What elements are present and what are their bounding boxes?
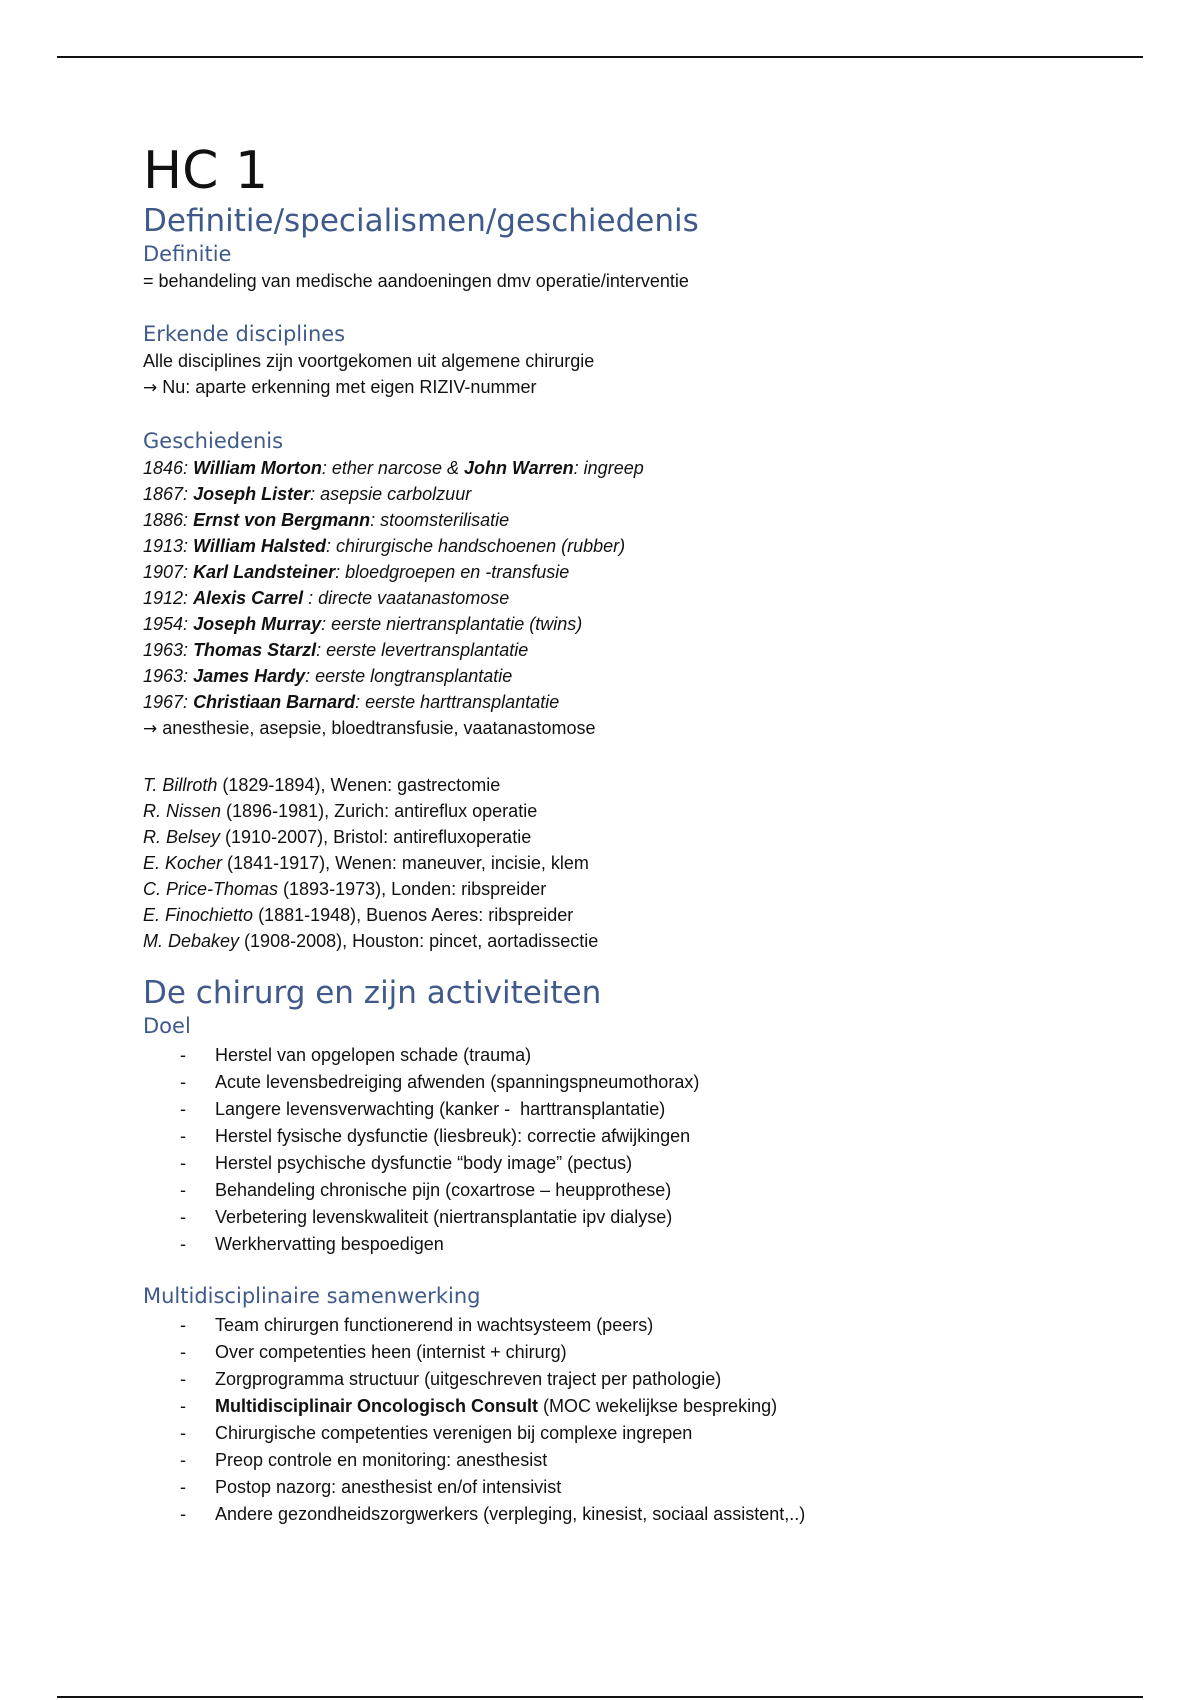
surgeon-item bbox=[143, 772, 1123, 798]
list-item bbox=[143, 1312, 1123, 1339]
list-item-text: Andere gezondheidszorgwerkers (verpleging, kinesist, sociaal assistent,..) bbox=[215, 1504, 806, 1524]
surgeon-details: (1910-2007), Bristol: antirefluxoperatie bbox=[220, 827, 532, 847]
list-item bbox=[143, 1366, 1123, 1393]
arrow-right-icon: → bbox=[143, 378, 158, 398]
erkende-line-2 bbox=[143, 374, 1123, 401]
list-item: - Behandeling chronische pijn (coxartrose – heupprothese) bbox=[143, 1177, 1123, 1204]
timeline-year: 1913: bbox=[143, 536, 189, 556]
timeline-item bbox=[143, 663, 1123, 689]
timeline-item bbox=[143, 455, 1123, 481]
person-name: William Halsted bbox=[193, 536, 326, 556]
timeline-year: 1963: bbox=[143, 640, 189, 660]
list-item-text: Zorgprogramma structuur (uitgeschreven traject per pathologie) bbox=[215, 1369, 722, 1389]
timeline-year: 1867: bbox=[143, 484, 189, 504]
timeline-year: 1886: bbox=[143, 510, 189, 530]
timeline-description: : directe vaatanastomose bbox=[303, 588, 510, 608]
surgeon-details: (1908-2008), Houston: pincet, aortadissectie bbox=[239, 931, 599, 951]
surgeon-details: (1841-1917), Wenen: maneuver, incisie, klem bbox=[222, 853, 589, 873]
surgeon-details: (1893-1973), Londen: ribspreider bbox=[278, 879, 547, 899]
timeline-year: 1967: bbox=[143, 692, 189, 712]
subheading-definitie: Definitie bbox=[143, 242, 232, 266]
list-item bbox=[143, 1474, 1123, 1501]
history-summary bbox=[143, 715, 1123, 742]
list-item-text: Postop nazorg: anesthesist en/of intensivist bbox=[215, 1477, 562, 1497]
timeline-item bbox=[143, 637, 1123, 663]
bottom-rule bbox=[57, 1696, 1143, 1698]
timeline-description: : eerste longtransplantatie bbox=[305, 666, 513, 686]
person-name: John Warren bbox=[463, 458, 574, 478]
timeline-year: 1912: bbox=[143, 588, 189, 608]
surgeon-name: C. Price-Thomas bbox=[143, 879, 279, 899]
list-item bbox=[143, 1420, 1123, 1447]
list-item-text: Over competenties heen (internist + chirurg) bbox=[215, 1342, 567, 1362]
person-name: Thomas Starzl bbox=[193, 640, 317, 660]
timeline-item bbox=[143, 559, 1123, 585]
history-timeline bbox=[143, 455, 1123, 715]
list-item-text: (MOC wekelijkse bespreking) bbox=[538, 1396, 778, 1416]
person-name: Christiaan Barnard bbox=[193, 692, 356, 712]
list-item bbox=[143, 1339, 1123, 1366]
section-heading-activities: De chirurg en zijn activiteiten bbox=[143, 975, 602, 1011]
list-item bbox=[143, 1501, 1123, 1528]
surgeon-item bbox=[143, 876, 1123, 902]
surgeon-details: (1829-1894), Wenen: gastrectomie bbox=[217, 775, 501, 795]
subheading-geschiedenis: Geschiedenis bbox=[143, 429, 284, 453]
surgeon-item bbox=[143, 850, 1123, 876]
subheading-doel: Doel bbox=[143, 1014, 191, 1038]
person-name: Karl Landsteiner bbox=[193, 562, 336, 582]
timeline-description: : eerste levertransplantatie bbox=[316, 640, 529, 660]
timeline-description: : eerste harttransplantatie bbox=[355, 692, 560, 712]
list-item-bold: Multidisciplinair Oncologisch Consult bbox=[215, 1396, 539, 1416]
surgeon-details: (1896-1981), Zurich: antireflux operatie bbox=[221, 801, 538, 821]
person-name: James Hardy bbox=[193, 666, 306, 686]
timeline-item bbox=[143, 481, 1123, 507]
history-summary-text: anesthesie, asepsie, bloedtransfusie, vaatanastomose bbox=[162, 718, 596, 738]
document-title: HC 1 bbox=[143, 141, 269, 201]
surgeon-item bbox=[143, 824, 1123, 850]
subheading-erkende-disciplines: Erkende disciplines bbox=[143, 322, 346, 346]
list-item: - Herstel van opgelopen schade (trauma) bbox=[143, 1042, 1123, 1069]
person-name: Joseph Lister bbox=[193, 484, 311, 504]
arrow-right-icon: → bbox=[143, 719, 158, 739]
timeline-description: : ingreep bbox=[573, 458, 644, 478]
erkende-line-2-text: Nu: aparte erkenning met eigen RIZIV-nummer bbox=[162, 377, 537, 397]
person-name: Ernst von Bergmann bbox=[193, 510, 371, 530]
list-item bbox=[143, 1393, 1123, 1420]
list-item: - Werkhervatting bespoedigen bbox=[143, 1231, 1123, 1258]
timeline-year: 1907: bbox=[143, 562, 189, 582]
list-item-text: Preop controle en monitoring: anesthesist bbox=[215, 1450, 548, 1470]
timeline-description: : stoomsterilisatie bbox=[370, 510, 510, 530]
surgeon-name: T. Billroth bbox=[143, 775, 218, 795]
surgeon-list bbox=[143, 772, 1123, 954]
list-item-text: Chirurgische competenties verenigen bij complexe ingrepen bbox=[215, 1423, 693, 1443]
timeline-description: : eerste niertransplantatie (twins) bbox=[321, 614, 583, 634]
surgeon-name: R. Belsey bbox=[143, 827, 221, 847]
timeline-year: 1963: bbox=[143, 666, 189, 686]
person-name: Joseph Murray bbox=[193, 614, 322, 634]
section-heading-history: Definitie/specialismen/geschiedenis bbox=[143, 203, 699, 239]
list-item: - Acute levensbedreiging afwenden (spanningspneumothorax) bbox=[143, 1069, 1123, 1096]
surgeon-item bbox=[143, 798, 1123, 824]
list-item: - Herstel psychische dysfunctie “body image” (pectus) bbox=[143, 1150, 1123, 1177]
timeline-year: 1846: bbox=[143, 458, 189, 478]
timeline-item bbox=[143, 689, 1123, 715]
list-item-text: Team chirurgen functionerend in wachtsysteem (peers) bbox=[215, 1315, 654, 1335]
definitie-text: = behandeling van medische aandoeningen dmv operatie/interventie bbox=[143, 271, 689, 291]
timeline-description: : ether narcose & bbox=[321, 458, 464, 478]
surgeon-name: R. Nissen bbox=[143, 801, 222, 821]
timeline-item bbox=[143, 611, 1123, 637]
person-name: William Morton bbox=[193, 458, 322, 478]
surgeon-item bbox=[143, 902, 1123, 928]
surgeon-name: E. Kocher bbox=[143, 853, 223, 873]
timeline-description: : bloedgroepen en -transfusie bbox=[335, 562, 570, 582]
list-item bbox=[143, 1447, 1123, 1474]
timeline-item bbox=[143, 507, 1123, 533]
subheading-multidisciplinair: Multidisciplinaire samenwerking bbox=[143, 1284, 481, 1308]
surgeon-item bbox=[143, 928, 1123, 954]
erkende-line-1: Alle disciplines zijn voortgekomen uit algemene chirurgie bbox=[143, 351, 595, 371]
timeline-description: : chirurgische handschoenen (rubber) bbox=[325, 536, 626, 556]
list-item: - Herstel fysische dysfunctie (liesbreuk): correctie afwijkingen bbox=[143, 1123, 1123, 1150]
person-name: Alexis Carrel bbox=[193, 588, 304, 608]
surgeon-name: M. Debakey bbox=[143, 931, 240, 951]
list-item: - Langere levensverwachting (kanker - harttransplantatie) bbox=[143, 1096, 1123, 1123]
surgeon-details: (1881-1948), Buenos Aeres: ribspreider bbox=[253, 905, 574, 925]
list-item: - Verbetering levenskwaliteit (niertransplantatie ipv dialyse) bbox=[143, 1204, 1123, 1231]
timeline-description: : asepsie carbolzuur bbox=[310, 484, 472, 504]
surgeon-name: E. Finochietto bbox=[143, 905, 254, 925]
timeline-year: 1954: bbox=[143, 614, 189, 634]
multidisciplinair-list bbox=[143, 1312, 1123, 1528]
document-page bbox=[143, 140, 1123, 1528]
timeline-item bbox=[143, 533, 1123, 559]
timeline-item bbox=[143, 585, 1123, 611]
doel-list bbox=[143, 1042, 1123, 1258]
top-rule bbox=[57, 56, 1143, 58]
